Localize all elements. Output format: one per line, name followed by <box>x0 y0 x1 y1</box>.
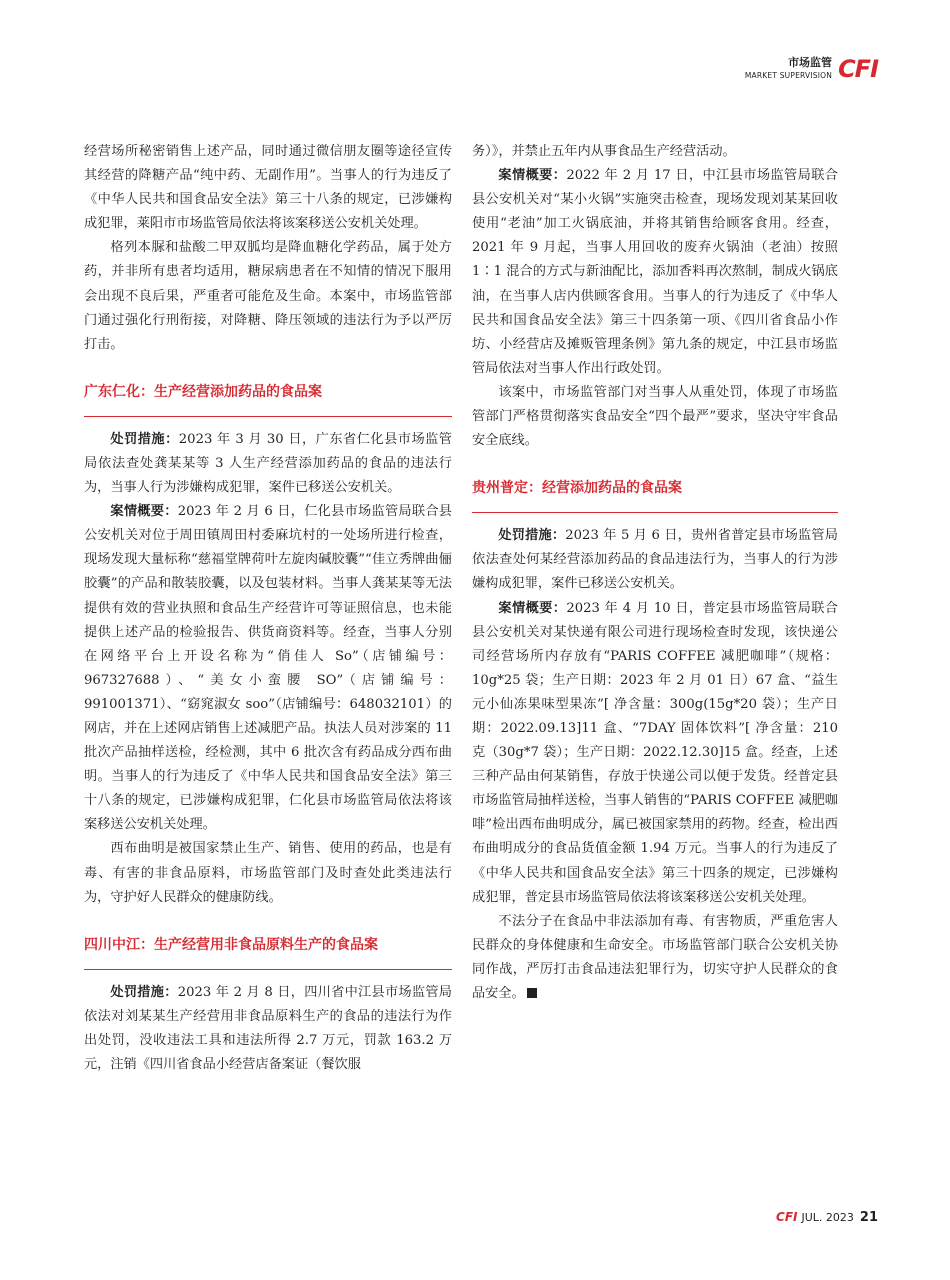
paragraph: 务）》，并禁止五年内从事食品生产经营活动。 <box>472 144 736 159</box>
label: 案情概要： <box>498 168 567 184</box>
left-column <box>84 140 452 1077</box>
label: 案情概要： <box>110 504 178 520</box>
divider <box>472 512 838 513</box>
label: 处罚措施： <box>110 984 178 1000</box>
paragraph <box>472 910 838 1006</box>
page-footer <box>776 1210 878 1225</box>
text: 2022 年 2 月 17 日，中江县市场监管局联合县公安机关对“某小火锅”实施突击检查，现场发现刘某某回收使用“老油”加工火锅底油，并将其销售给顾客食用。经查，2021 年 9 月起，当事人用回收的废弃火锅油（老油）按照 1∶1 混合的方式与新油配比，添加香料再次熬制，制成火锅底油，在当事人店内供顾客食用。当事人的行为违反了《中华人民共和国食品安全法》第三十四条第一项、《四川省食品小作坊、小经营店及摊贩管理条例》第九条的规定，中江县市场监管局依法对当事人作出行政处罚。 <box>472 168 838 376</box>
text: 2023 年 4 月 10 日，普定县市场监管局联合县公安机关对某快递有限公司进行现场检查时发现，该快递公司经营场所内存放有“PARIS COFFEE 减肥咖啡”（规格：10g*25 袋；生产日期：2023 年 2 月 01 日）67 盒、“益生元小仙冻果味型果冻”[ 净含量：300g(15g*20 袋）；生产日期：2022.09.13]11 盒、“7DAY 固体饮料”[ 净含量：210 克（30g*7 袋）；生产日期：2022.12.30]15 盒。经查，上述三种产品由何某销售，存放于快递公司以便于发货。经普定县市场监管局抽样送检，当事人销售的“PARIS COFFEE 减肥咖啡”检出西布曲明成分，属已被国家禁用的药物。经查，检出西布曲明成分的食品货值金额 1.94 万元。当事人的行为违反了《中华人民共和国食品安全法》第三十四条的规定，已涉嫌构成犯罪，普定县市场监管局依法将该案移送公安机关处理。 <box>472 600 838 905</box>
page-number: 21 <box>859 1210 878 1225</box>
paragraph: 格列本脲和盐酸二甲双胍均是降血糖化学药品，属于处方药，并非所有患者均适用，糖尿病患者在不知情的情况下服用会出现不良后果，严重者可能危及生命。本案中，市场监管部门通过强化行刑衔接，对降糖、降压领域的违法行为予以严厉打击。 <box>84 240 452 352</box>
section-heading: 贵州普定：经营添加药品的食品案 <box>472 480 682 497</box>
label: 处罚措施： <box>498 528 566 544</box>
paragraph <box>472 597 838 910</box>
label: 处罚措施： <box>110 431 179 447</box>
section-heading: 四川中江：生产经营用非食品原料生产的食品案 <box>84 936 378 953</box>
section-heading: 广东仁化：生产经营添加药品的食品案 <box>84 383 322 400</box>
end-mark-icon <box>527 988 537 998</box>
paragraph: 西布曲明是被国家禁止生产、销售、使用的药品，也是有毒、有害的非食品原料，市场监管部门及时查处此类违法行为，守护好人民群众的健康防线。 <box>84 841 452 905</box>
header-section-name: 市场监管 <box>788 56 833 69</box>
cfi-logo: CFI <box>838 54 878 83</box>
text: 不法分子在食品中非法添加有毒、有害物质，严重危害人民群众的身体健康和生命安全。市场监管部门联合公安机关协同作战，严厉打击食品违法犯罪行为，切实守护人民群众的食品安全。 <box>472 913 838 1001</box>
paragraph <box>472 524 838 596</box>
text: 2023 年 2 月 6 日，仁化县市场监管局联合县公安机关对位于周田镇周田村委麻坑村的一处场所进行检查，现场发现大量标称“慈福堂牌荷叶左旋肉碱胶囊”“佳立秀牌曲俪胶囊”的产品和散装胶囊，以及包装材料。当事人龚某某等无法提供有效的营业执照和食品生产经营许可等证照信息，也未能提供上述产品的检验报告、供货商资料等。经查，当事人分别在网络平台上开设名称为“俏佳人 So”（店铺编号：967327688）、“美女小蛮腰 SO”（店铺编号：991001371）、“窈窕淑女 soo”（店铺编号：648032101）的网店，并在上述网店销售上述减肥产品。执法人员对涉案的 11 批次产品抽样送检，经检测，其中 6 批次含有药品成分西布曲明。当事人的行为违反了《中华人民共和国食品安全法》第三十八条的规定，已涉嫌构成犯罪，仁化县市场监管局依法将该案移送公安机关处理。 <box>84 504 452 833</box>
footer-issue-date: JUL. 2023 <box>801 1211 854 1224</box>
page-header <box>745 56 878 81</box>
paragraph <box>84 981 452 1077</box>
right-column <box>472 140 838 1006</box>
paragraph <box>84 428 452 500</box>
label: 案情概要： <box>498 600 567 616</box>
paragraph <box>84 500 452 837</box>
text: 2023 年 5 月 6 日，贵州省普定县市场监管局依法查处何某经营添加药品的食品违法行为，当事人的行为涉嫌构成犯罪，案件已移送公安机关。 <box>472 528 838 592</box>
header-text <box>745 56 832 81</box>
text: 2023 年 3 月 30 日，广东省仁化县市场监管局依法查处龚某某等 3 人生产经营添加药品的食品的违法行为，当事人行为涉嫌构成犯罪，案件已移送公安机关。 <box>84 431 452 496</box>
text: 2023 年 2 月 8 日，四川省中江县市场监管局依法对刘某某生产经营用非食品原料生产的食品的违法行为作出处罚，没收违法工具和违法所得 2.7 万元，罚款 163.2 万元，注销《四川省食品小经营店备案证（餐饮服 <box>84 984 452 1072</box>
divider <box>84 969 452 970</box>
header-section-name-en: MARKET SUPERVISION <box>744 71 833 80</box>
paragraph: 经营场所秘密销售上述产品，同时通过微信朋友圈等途径宣传其经营的降糖产品“纯中药、无副作用”。当事人的行为违反了《中华人民共和国食品安全法》第三十八条的规定，已涉嫌构成犯罪，莱阳市市场监管局依法将该案移送公安机关处理。 <box>84 144 452 232</box>
divider <box>84 416 452 417</box>
footer-brand: CFI <box>776 1210 798 1224</box>
paragraph <box>472 164 838 381</box>
paragraph: 该案中，市场监管部门对当事人从重处罚，体现了市场监管部门严格贯彻落实食品安全“四个最严”要求，坚决守牢食品安全底线。 <box>472 384 838 449</box>
